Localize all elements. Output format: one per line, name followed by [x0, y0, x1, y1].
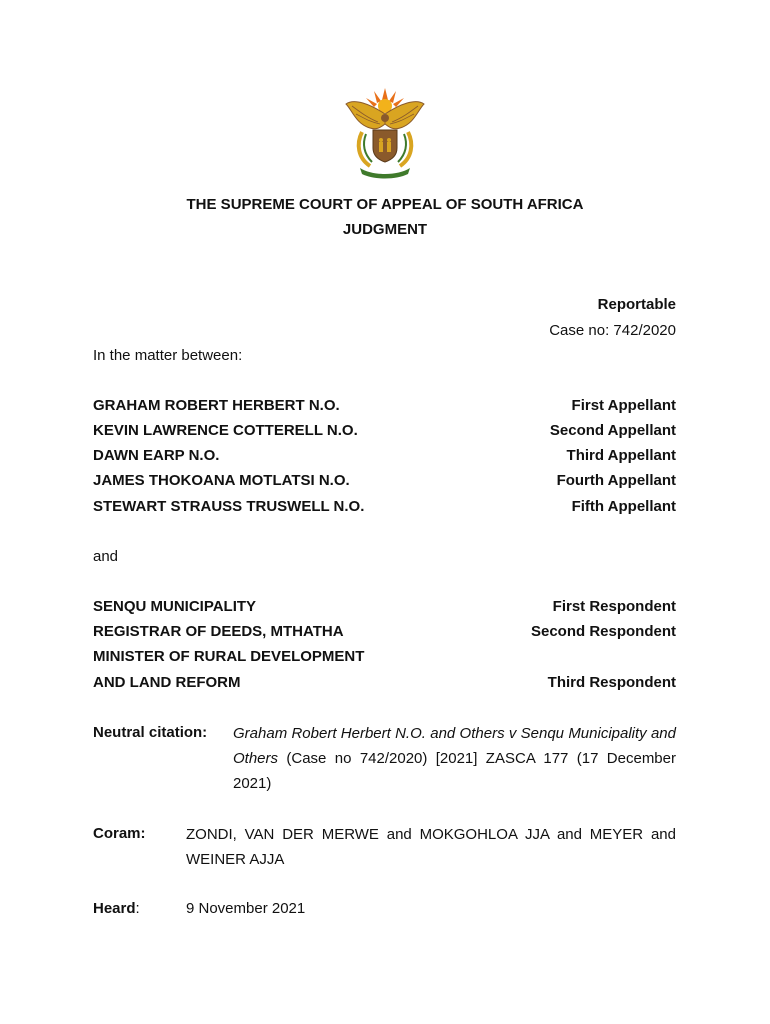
reportable-label: Reportable [597, 296, 676, 313]
heard-date: 9 November 2021 [186, 900, 306, 917]
party-name: KEVIN LAWRENCE COTTERELL N.O. [93, 422, 358, 439]
party-role: Second Appellant [549, 422, 676, 439]
court-heading: THE SUPREME COURT OF APPEAL OF SOUTH AFRICA [186, 196, 584, 213]
citation-case-name: Graham Robert Herbert N.O. and Others v Senqu Municipality and Others [233, 725, 676, 767]
coat-of-arms-icon [340, 84, 430, 180]
party-name: STEWART STRAUSS TRUSWELL N.O. [93, 498, 365, 515]
party-role: Fifth Appellant [571, 498, 676, 515]
party-name: SENQU MUNICIPALITY [93, 598, 257, 615]
matter-intro: In the matter between: [93, 347, 243, 364]
party-name: REGISTRAR OF DEEDS, MTHATHA [93, 623, 344, 640]
coram-label: Coram: [93, 825, 146, 842]
party-role: First Appellant [571, 397, 676, 414]
case-number: Case no: 742/2020 [549, 322, 676, 339]
party-role: Third Respondent [547, 674, 676, 691]
party-name: AND LAND REFORM [93, 674, 241, 691]
party-name: DAWN EARP N.O. [93, 447, 220, 464]
and-separator: and [93, 548, 119, 565]
party-role: Second Respondent [530, 623, 676, 640]
heard-label: Heard: [93, 900, 140, 917]
party-name: JAMES THOKOANA MOTLATSI N.O. [93, 472, 350, 489]
neutral-citation-text [233, 721, 676, 796]
party-role: Fourth Appellant [556, 472, 676, 489]
judgment-heading: JUDGMENT [342, 221, 428, 238]
party-role: First Respondent [552, 598, 676, 615]
party-role: Third Appellant [566, 447, 676, 464]
party-name: GRAHAM ROBERT HERBERT N.O. [93, 397, 340, 414]
citation-details: (Case no 742/2020) [2021] ZASCA 177 (17 December 2021) [233, 750, 676, 792]
coram-text: ZONDI, VAN DER MERWE and MOKGOHLOA JJA and MEYER and WEINER AJJA [186, 826, 676, 868]
party-name: MINISTER OF RURAL DEVELOPMENT [93, 648, 365, 665]
neutral-citation-label: Neutral citation: [93, 724, 208, 741]
